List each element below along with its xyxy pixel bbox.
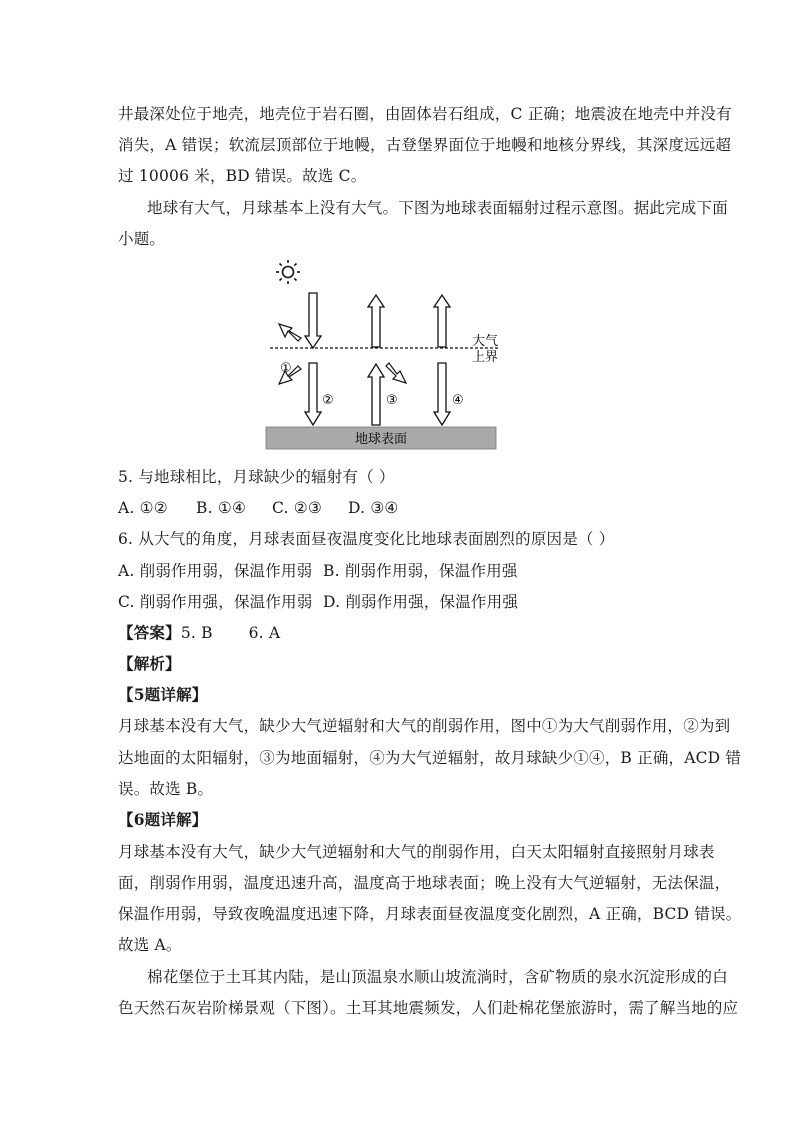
next-intro-line: 棉花堡位于土耳其内陆，是山顶温泉水顺山坡流淌时，含矿物质的泉水沉淀形成的白 bbox=[147, 968, 728, 986]
prev-paragraph-line: 井最深处位于地壳，地壳位于岩石圈，由固体岩石组成，C 正确；地震波在地壳中并没有 bbox=[118, 105, 732, 123]
incoming-solar-arrow bbox=[305, 293, 321, 348]
detail-6-line: 面，削弱作用弱，温度迅速升高，温度高于地球表面；晚上没有大气逆辐射，无法保温， bbox=[118, 874, 731, 892]
detail-6-label: 【6题详解】 bbox=[118, 810, 208, 829]
marker-1-label: ① bbox=[280, 361, 292, 376]
atmosphere-label: 上界 bbox=[471, 350, 498, 365]
intro-line: 地球有大气，月球基本上没有大气。下图为地球表面辐射过程示意图。据此完成下面 bbox=[147, 199, 728, 217]
solar-to-ground-arrow bbox=[305, 363, 321, 425]
reflected-arrow bbox=[279, 324, 301, 341]
prev-paragraph-line: 消失，A 错误；软流层顶部位于地幔，古登堡界面位于地幔和地核分界线，其深度远远超 bbox=[118, 136, 732, 154]
option-a: A. ①② bbox=[118, 499, 168, 517]
answer-line bbox=[118, 623, 280, 643]
outgoing-arrow bbox=[368, 295, 384, 347]
prev-paragraph-line: 过 10006 米，BD 错误。故选 C。 bbox=[118, 167, 367, 185]
detail-5-line: 误。故选 B。 bbox=[118, 780, 214, 798]
ground-label: 地球表面 bbox=[354, 432, 408, 447]
option-d: D. ③④ bbox=[348, 499, 399, 517]
question-6-options-row bbox=[118, 561, 518, 581]
question-6-stem: 6. 从大气的角度，月球表面昼夜温度变化比地球表面剧烈的原因是（ ） bbox=[118, 530, 615, 548]
next-intro-line: 色天然石灰岩阶梯景观（下图）。土耳其地震频发，人们赴棉花堡旅游时，需了解当地的应 bbox=[118, 999, 739, 1017]
intro-line: 小题。 bbox=[118, 230, 166, 248]
ground-radiation-branch-arrow bbox=[386, 363, 406, 383]
marker-4-label: ④ bbox=[452, 393, 464, 408]
detail-5-line: 达地面的太阳辐射，③为地面辐射，④为大气逆辐射，故月球缺少①④，B 正确，ACD 错 bbox=[118, 749, 742, 767]
detail-6-line: 故选 A。 bbox=[118, 936, 182, 954]
outgoing-arrow bbox=[434, 295, 450, 347]
option-b: B. ①④ bbox=[196, 499, 247, 517]
question-5-stem: 5. 与地球相比，月球缺少的辐射有（ ） bbox=[118, 468, 395, 486]
analysis-label: 【解析】 bbox=[118, 654, 181, 673]
sun-icon bbox=[276, 260, 300, 284]
marker-3-label: ③ bbox=[386, 393, 398, 408]
option-a: A. 削弱作用弱，保温作用弱 bbox=[118, 562, 313, 580]
detail-5-line: 月球基本没有大气，缺少大气逆辐射和大气的削弱作用，图中①为大气削弱作用，②为到 bbox=[118, 717, 731, 735]
ground-radiation-arrow bbox=[368, 364, 384, 425]
option-c: C. 削弱作用强，保温作用弱 bbox=[118, 593, 313, 611]
counter-radiation-arrow bbox=[434, 363, 450, 425]
option-c: C. ②③ bbox=[272, 499, 322, 517]
detail-6-line: 保温作用弱，导致夜晚温度迅速下降，月球表面昼夜温度变化剧烈，A 正确，BCD 错误。 bbox=[118, 905, 742, 923]
detail-5-label: 【5题详解】 bbox=[118, 685, 208, 704]
option-b: B. 削弱作用弱，保温作用强 bbox=[323, 562, 518, 580]
atmosphere-label: 大气 bbox=[471, 334, 498, 349]
answer-label: 【答案】 bbox=[118, 623, 181, 642]
question-6-options-row bbox=[118, 592, 518, 612]
question-5-options bbox=[118, 498, 399, 518]
answer-text: 5. B 6. A bbox=[180, 624, 281, 642]
option-d: D. 削弱作用强，保温作用强 bbox=[323, 593, 519, 611]
radiation-diagram bbox=[262, 258, 502, 454]
detail-6-line: 月球基本没有大气，缺少大气逆辐射和大气的削弱作用，白天太阳辐射直接照射月球表 bbox=[118, 843, 715, 861]
marker-2-label: ② bbox=[322, 393, 334, 408]
